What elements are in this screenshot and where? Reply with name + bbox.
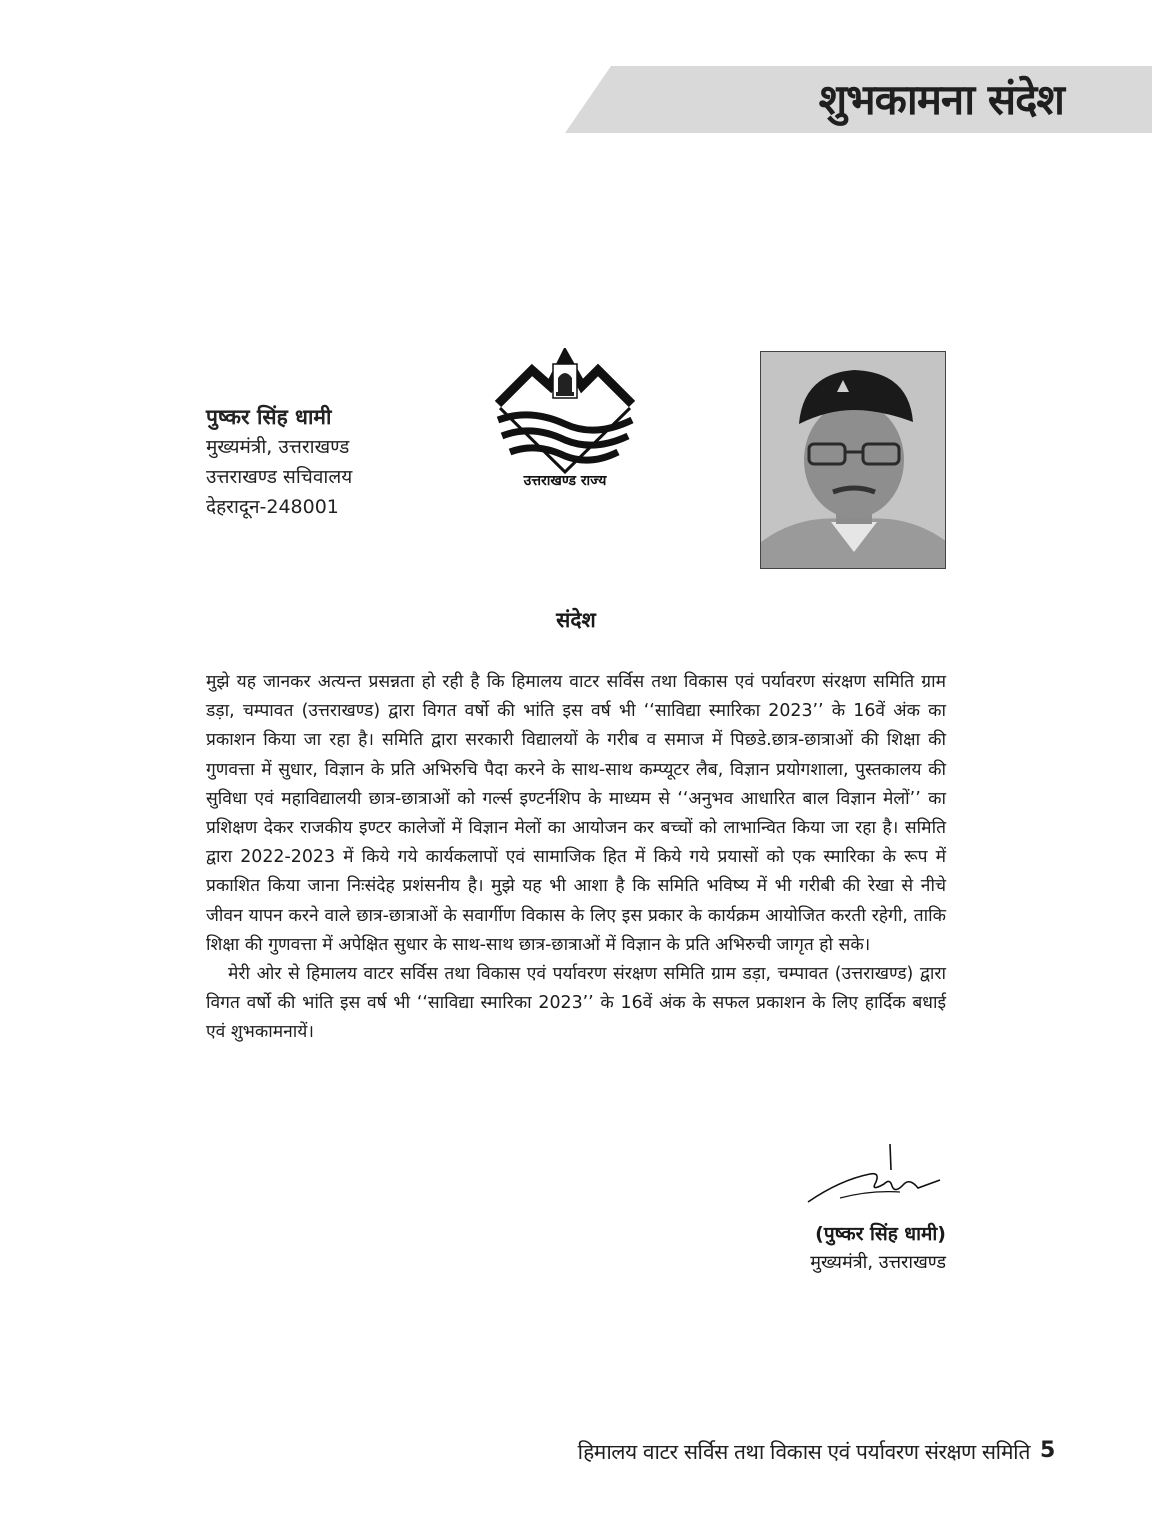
- logo-caption: उत्तराखण्ड राज्य: [523, 473, 607, 489]
- signoff: [810, 1220, 946, 1278]
- sender-address: [206, 402, 352, 522]
- message-heading: संदेश: [556, 608, 596, 632]
- sender-city: देहरादून-248001: [206, 496, 339, 518]
- portrait-photo: [760, 351, 946, 569]
- message-paragraph: मेरी ओर से हिमालय वाटर सर्विस तथा विकास एवं पर्यावरण संरक्षण समिति ग्राम डड़ा, चम्पावत (उत्तराखण्ड) द्वारा विगत वर्षो की भांति इस वर्ष भी ‘‘साविद्या स्मारिका 2023’’ के 16वें अंक के सफल प्रकाशन के लिए हार्दिक बधाई एवं शुभकामनायें।: [206, 964, 946, 1043]
- portrait-photo-icon: [761, 352, 946, 569]
- page-title: शुभकामना संदेश: [818, 75, 1064, 124]
- message-body: [206, 668, 946, 1048]
- sender-name: पुष्कर सिंह धामी: [206, 405, 332, 429]
- footer-org: हिमालय वाटर सर्विस तथा विकास एवं पर्यावरण संरक्षण समिति: [577, 1440, 1030, 1464]
- sender-designation: मुख्यमंत्री, उत्तराखण्ड: [206, 436, 350, 458]
- message-paragraph: मुझे यह जानकर अत्यन्त प्रसन्नता हो रही है कि हिमालय वाटर सर्विस तथा विकास एवं पर्यावरण संरक्षण समिति ग्राम डड़ा, चम्पावत (उत्तराखण्ड) द्वारा विगत वर्षो की भांति इस वर्ष भी ‘‘साविद्या स्मारिका 2023’’ के 16वें अंक का प्रकाशन किया जा रहा है। समिति द्वारा सरकारी विद्यालयों के गरीब व समाज में पिछडे.छात्र-छात्राओं की शिक्षा की गुणवत्ता में सुधार, विज्ञान के प्रति अभिरुचि पैदा करने के साथ-साथ कम्प्यूटर लैब, विज्ञान प्रयोगशाला, पुस्तकालय की सुविधा एवं महाविद्यालयी छात्र-छात्राओं को गर्ल्स इण्टर्नशिप के माध्यम से ‘‘अनुभव आधारित बाल विज्ञान मेलों’’ का प्रशिक्षण देकर राजकीय इण्टर कालेजों में विज्ञान मेलों का आयोजन कर बच्चों को लाभान्वित किया जा रहा है। समिति द्वारा 2022-2023 में किये गये कार्यकलापों एवं सामाजिक हित में किये गये प्रयासों को एक स्मारिका के रूप में प्रकाशित किया जाना निःसंदेह प्रशंसनीय है। मुझे यह भी आशा है कि समिति भविष्य में भी गरीबी की रेखा से नीचे जीवन यापन करने वाले छात्र-छात्राओं के सवार्गीण विकास के लिए इस प्रकार के कार्यक्रम आयोजित करती रहेगी, ताकि शिक्षा की गुणवत्ता में अपेक्षित सुधार के साथ-साथ छात्र-छात्राओं में विज्ञान के प्रति अभिरुची जागृत हो सके।: [206, 672, 946, 955]
- signoff-name: (पुष्कर सिंह धामी): [815, 1223, 946, 1245]
- signoff-designation: मुख्यमंत्री, उत्तराखण्ड: [810, 1252, 946, 1273]
- handwritten-signature: [800, 1140, 950, 1210]
- sender-office: उत्तराखण्ड सचिवालय: [206, 466, 353, 488]
- page-number: 5: [1040, 1438, 1056, 1463]
